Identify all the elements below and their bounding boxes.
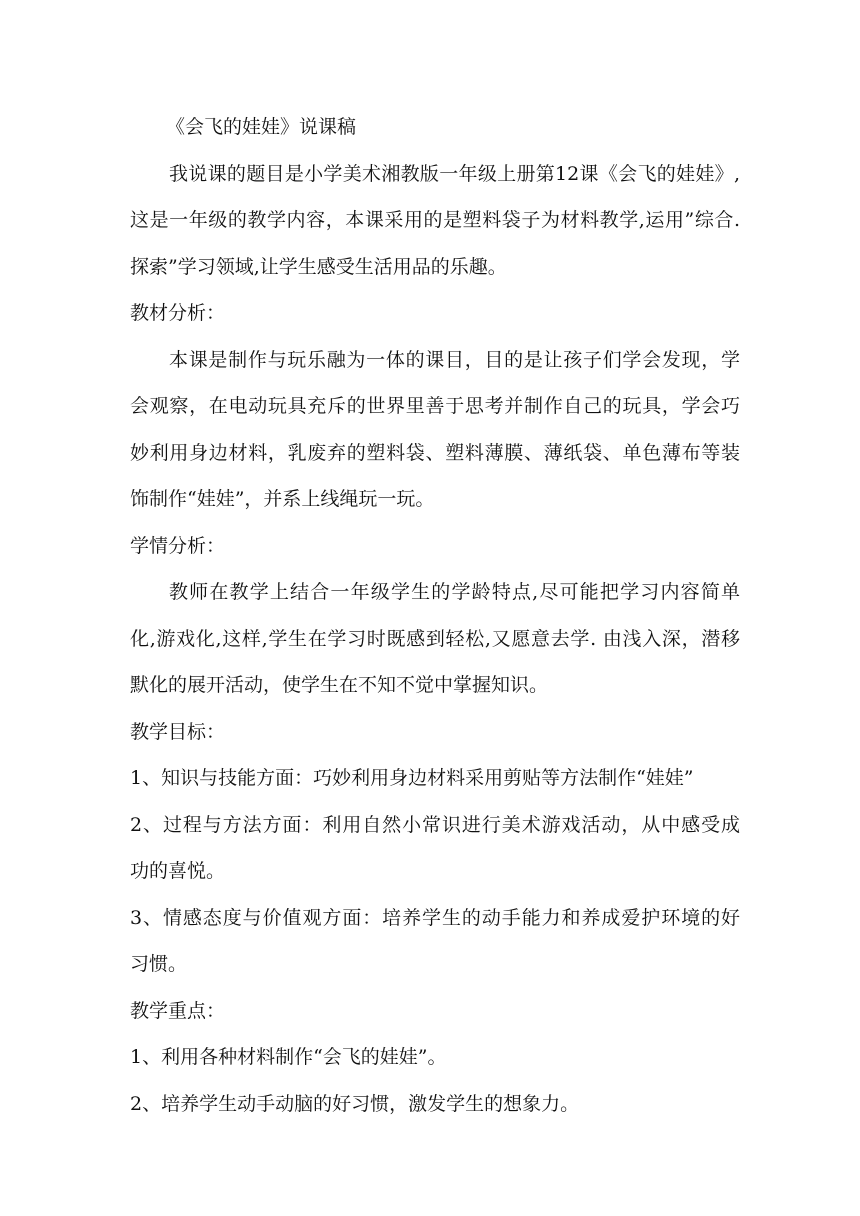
section-heading-textbook: 教材分析： [130, 302, 226, 324]
section-heading-keypoints: 教学重点： [130, 999, 226, 1022]
keypoint-item-2: 2、培养学生动手动脑的好习惯，激发学生的想象力。 [130, 1092, 580, 1115]
students-line-3: 默化的展开活动，使学生在不知不觉中掌握知识。 [130, 674, 549, 696]
textbook-line-1: 本课是制作与玩乐融为一体的课目，目的是让孩子们学会发现，学 [169, 348, 740, 371]
intro-line-1: 我说课的题目是小学美术湘教版一年级上册第12课《会飞的娃娃》, [169, 162, 740, 185]
intro-line-3: 探索”学习领域,让学生感受生活用品的乐趣。 [130, 255, 507, 278]
goal-item-2-line-1: 2、过程与方法方面：利用自然小常识进行美术游戏活动，从中感受成 [130, 813, 740, 836]
textbook-line-3: 妙利用身边材料，乳废弃的塑料袋、塑料薄膜、薄纸袋、单色薄布等装 [130, 441, 740, 464]
textbook-line-4: 饰制作“娃娃”，并系上线绳玩一玩。 [130, 488, 435, 510]
section-heading-goals: 教学目标： [130, 720, 226, 743]
goal-item-3-line-1: 3、情感态度与价值观方面：培养学生的动手能力和养成爱护环境的好 [130, 906, 740, 929]
keypoint-item-1: 1、利用各种材料制作“会飞的娃娃”。 [130, 1046, 447, 1068]
goal-item-3-line-2: 习惯。 [130, 953, 188, 975]
document-title: 《会飞的娃娃》说课稿 [166, 116, 357, 138]
goal-item-1: 1、知识与技能方面：巧妙利用身边材料采用剪贴等方法制作“娃娃” [130, 767, 694, 789]
document-body [130, 112, 740, 1135]
goal-item-2-line-2: 功的喜悦。 [130, 860, 226, 882]
textbook-line-2: 会观察，在电动玩具充斥的世界里善于思考并制作自己的玩具，学会巧 [130, 395, 740, 417]
students-line-2: 化,游戏化,这样,学生在学习时既感到轻松,又愿意去学. 由浅入深，潜移 [130, 627, 740, 650]
section-heading-students: 学情分析： [130, 534, 226, 557]
intro-line-2: 这是一年级的教学内容，本课采用的是塑料袋子为材料教学,运用”综合. [130, 209, 740, 231]
students-line-1: 教师在教学上结合一年级学生的学龄特点,尽可能把学习内容简单 [169, 581, 740, 603]
